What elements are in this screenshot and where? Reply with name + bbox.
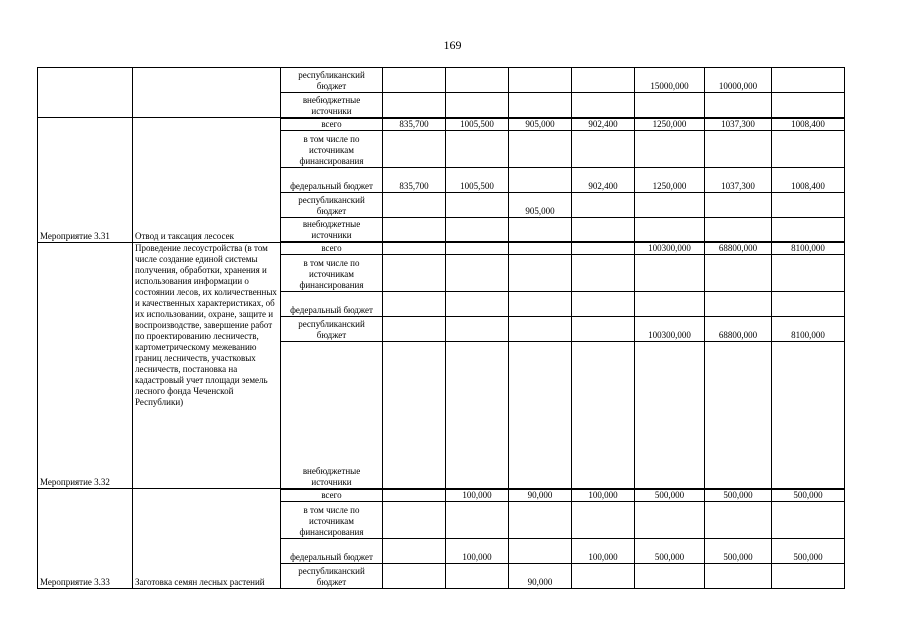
value-cell — [635, 130, 705, 167]
value-cell — [572, 317, 635, 342]
value-cell: 8100,000 — [772, 317, 845, 342]
source-cell: в том числе по источникам финансирования — [281, 255, 383, 292]
value-cell: 1005,500 — [446, 167, 509, 192]
value-cell — [509, 538, 572, 563]
value-cell: 905,000 — [509, 118, 572, 131]
value-cell: 1250,000 — [635, 167, 705, 192]
measure-cell: Мероприятие 3.32 — [38, 242, 133, 489]
table-row — [38, 118, 845, 131]
value-cell — [446, 68, 509, 93]
value-cell — [635, 217, 705, 242]
value-cell — [705, 563, 772, 588]
value-cell — [572, 93, 635, 118]
value-cell — [572, 342, 635, 489]
value-cell: 902,400 — [572, 118, 635, 131]
value-cell — [705, 130, 772, 167]
value-cell — [635, 342, 705, 489]
value-cell — [383, 68, 446, 93]
value-cell — [383, 538, 446, 563]
value-cell — [383, 563, 446, 588]
value-cell — [509, 242, 572, 255]
value-cell — [446, 93, 509, 118]
source-cell: республиканский бюджет — [281, 68, 383, 93]
value-cell: 100300,000 — [635, 317, 705, 342]
value-cell: 1008,400 — [772, 118, 845, 131]
value-cell: 15000,000 — [635, 68, 705, 93]
source-cell: всего — [281, 242, 383, 255]
value-cell — [446, 217, 509, 242]
value-cell: 100,000 — [572, 489, 635, 502]
page-number: 169 — [443, 38, 462, 52]
value-cell: 90,000 — [509, 563, 572, 588]
source-cell: внебюджетные источники — [281, 217, 383, 242]
value-cell: 68800,000 — [705, 317, 772, 342]
description-cell — [133, 68, 281, 118]
value-cell — [383, 317, 446, 342]
value-cell: 100,000 — [446, 489, 509, 502]
value-cell — [446, 501, 509, 538]
value-cell — [446, 342, 509, 489]
source-cell: федеральный бюджет — [281, 538, 383, 563]
value-cell: 90,000 — [509, 489, 572, 502]
value-cell — [572, 130, 635, 167]
value-cell: 1008,400 — [772, 167, 845, 192]
source-cell: внебюджетные источники — [281, 93, 383, 118]
value-cell — [383, 501, 446, 538]
value-cell — [383, 93, 446, 118]
value-cell — [635, 192, 705, 217]
value-cell — [772, 292, 845, 317]
table-row — [38, 242, 845, 255]
value-cell — [509, 342, 572, 489]
value-cell — [509, 68, 572, 93]
value-cell — [383, 342, 446, 489]
value-cell — [772, 501, 845, 538]
table-row — [38, 489, 845, 502]
value-cell: 902,400 — [572, 167, 635, 192]
value-cell — [446, 242, 509, 255]
value-cell — [446, 255, 509, 292]
value-cell — [705, 93, 772, 118]
value-cell — [383, 255, 446, 292]
value-cell: 1005,500 — [446, 118, 509, 131]
value-cell — [446, 130, 509, 167]
value-cell — [509, 501, 572, 538]
measure-cell: Мероприятие 3.33 — [38, 489, 133, 589]
source-cell: в том числе по источникам финансирования — [281, 501, 383, 538]
value-cell — [705, 217, 772, 242]
value-cell: 500,000 — [635, 538, 705, 563]
value-cell — [383, 292, 446, 317]
value-cell — [509, 255, 572, 292]
value-cell: 1250,000 — [635, 118, 705, 131]
value-cell — [772, 192, 845, 217]
measure-cell — [38, 68, 133, 118]
value-cell — [772, 93, 845, 118]
description-cell: Проведение лесоустройства (в том числе создание единой системы получения, обработки, хранения и использования информации о состоянии лесов, их количественных и качественных характеристиках, об их использовании, охране, защите и воспроизводстве, завершение работ по проектированию лесничеств, картометрическому межеванию границ лесничеств, участковых лесничеств, постановка на кадастровый учет площади земель лесного фонда Чеченской Республики) — [133, 242, 281, 489]
source-cell: республиканский бюджет — [281, 563, 383, 588]
value-cell: 10000,000 — [705, 68, 772, 93]
value-cell: 500,000 — [772, 538, 845, 563]
value-cell — [509, 93, 572, 118]
value-cell: 1037,300 — [705, 118, 772, 131]
value-cell — [635, 255, 705, 292]
value-cell: 905,000 — [509, 192, 572, 217]
value-cell — [635, 292, 705, 317]
value-cell: 100,000 — [446, 538, 509, 563]
value-cell — [572, 192, 635, 217]
value-cell — [572, 255, 635, 292]
value-cell — [509, 292, 572, 317]
value-cell: 835,700 — [383, 118, 446, 131]
value-cell — [635, 563, 705, 588]
value-cell — [772, 130, 845, 167]
value-cell: 500,000 — [635, 489, 705, 502]
value-cell — [509, 317, 572, 342]
value-cell — [509, 130, 572, 167]
value-cell — [635, 93, 705, 118]
budget-table — [37, 67, 845, 589]
value-cell — [383, 242, 446, 255]
value-cell — [772, 342, 845, 489]
value-cell — [572, 501, 635, 538]
description-cell: Отвод и таксация лесосек — [133, 118, 281, 243]
value-cell — [572, 292, 635, 317]
value-cell: 8100,000 — [772, 242, 845, 255]
value-cell — [772, 563, 845, 588]
value-cell — [772, 217, 845, 242]
value-cell — [509, 217, 572, 242]
source-cell: республиканский бюджет — [281, 317, 383, 342]
value-cell — [572, 68, 635, 93]
value-cell — [705, 501, 772, 538]
value-cell — [383, 192, 446, 217]
value-cell: 68800,000 — [705, 242, 772, 255]
value-cell: 1037,300 — [705, 167, 772, 192]
value-cell — [509, 167, 572, 192]
value-cell: 500,000 — [772, 489, 845, 502]
value-cell — [446, 563, 509, 588]
value-cell — [572, 217, 635, 242]
source-cell: внебюджетные источники — [281, 342, 383, 489]
value-cell — [635, 501, 705, 538]
value-cell — [705, 292, 772, 317]
value-cell — [572, 242, 635, 255]
value-cell — [446, 317, 509, 342]
source-cell: федеральный бюджет — [281, 167, 383, 192]
measure-cell: Мероприятие 3.31 — [38, 118, 133, 243]
value-cell — [446, 192, 509, 217]
value-cell — [772, 255, 845, 292]
value-cell: 500,000 — [705, 489, 772, 502]
description-cell: Заготовка семян лесных растений — [133, 489, 281, 589]
value-cell — [572, 563, 635, 588]
source-cell: всего — [281, 489, 383, 502]
value-cell: 835,700 — [383, 167, 446, 192]
source-cell: всего — [281, 118, 383, 131]
source-cell: в том числе по источникам финансирования — [281, 130, 383, 167]
value-cell — [383, 130, 446, 167]
value-cell — [772, 68, 845, 93]
value-cell — [383, 217, 446, 242]
source-cell: республиканский бюджет — [281, 192, 383, 217]
value-cell: 100,000 — [572, 538, 635, 563]
value-cell — [705, 342, 772, 489]
value-cell — [705, 255, 772, 292]
value-cell: 500,000 — [705, 538, 772, 563]
value-cell: 100300,000 — [635, 242, 705, 255]
source-cell: федеральный бюджет — [281, 292, 383, 317]
value-cell — [383, 489, 446, 502]
value-cell — [446, 292, 509, 317]
value-cell — [705, 192, 772, 217]
